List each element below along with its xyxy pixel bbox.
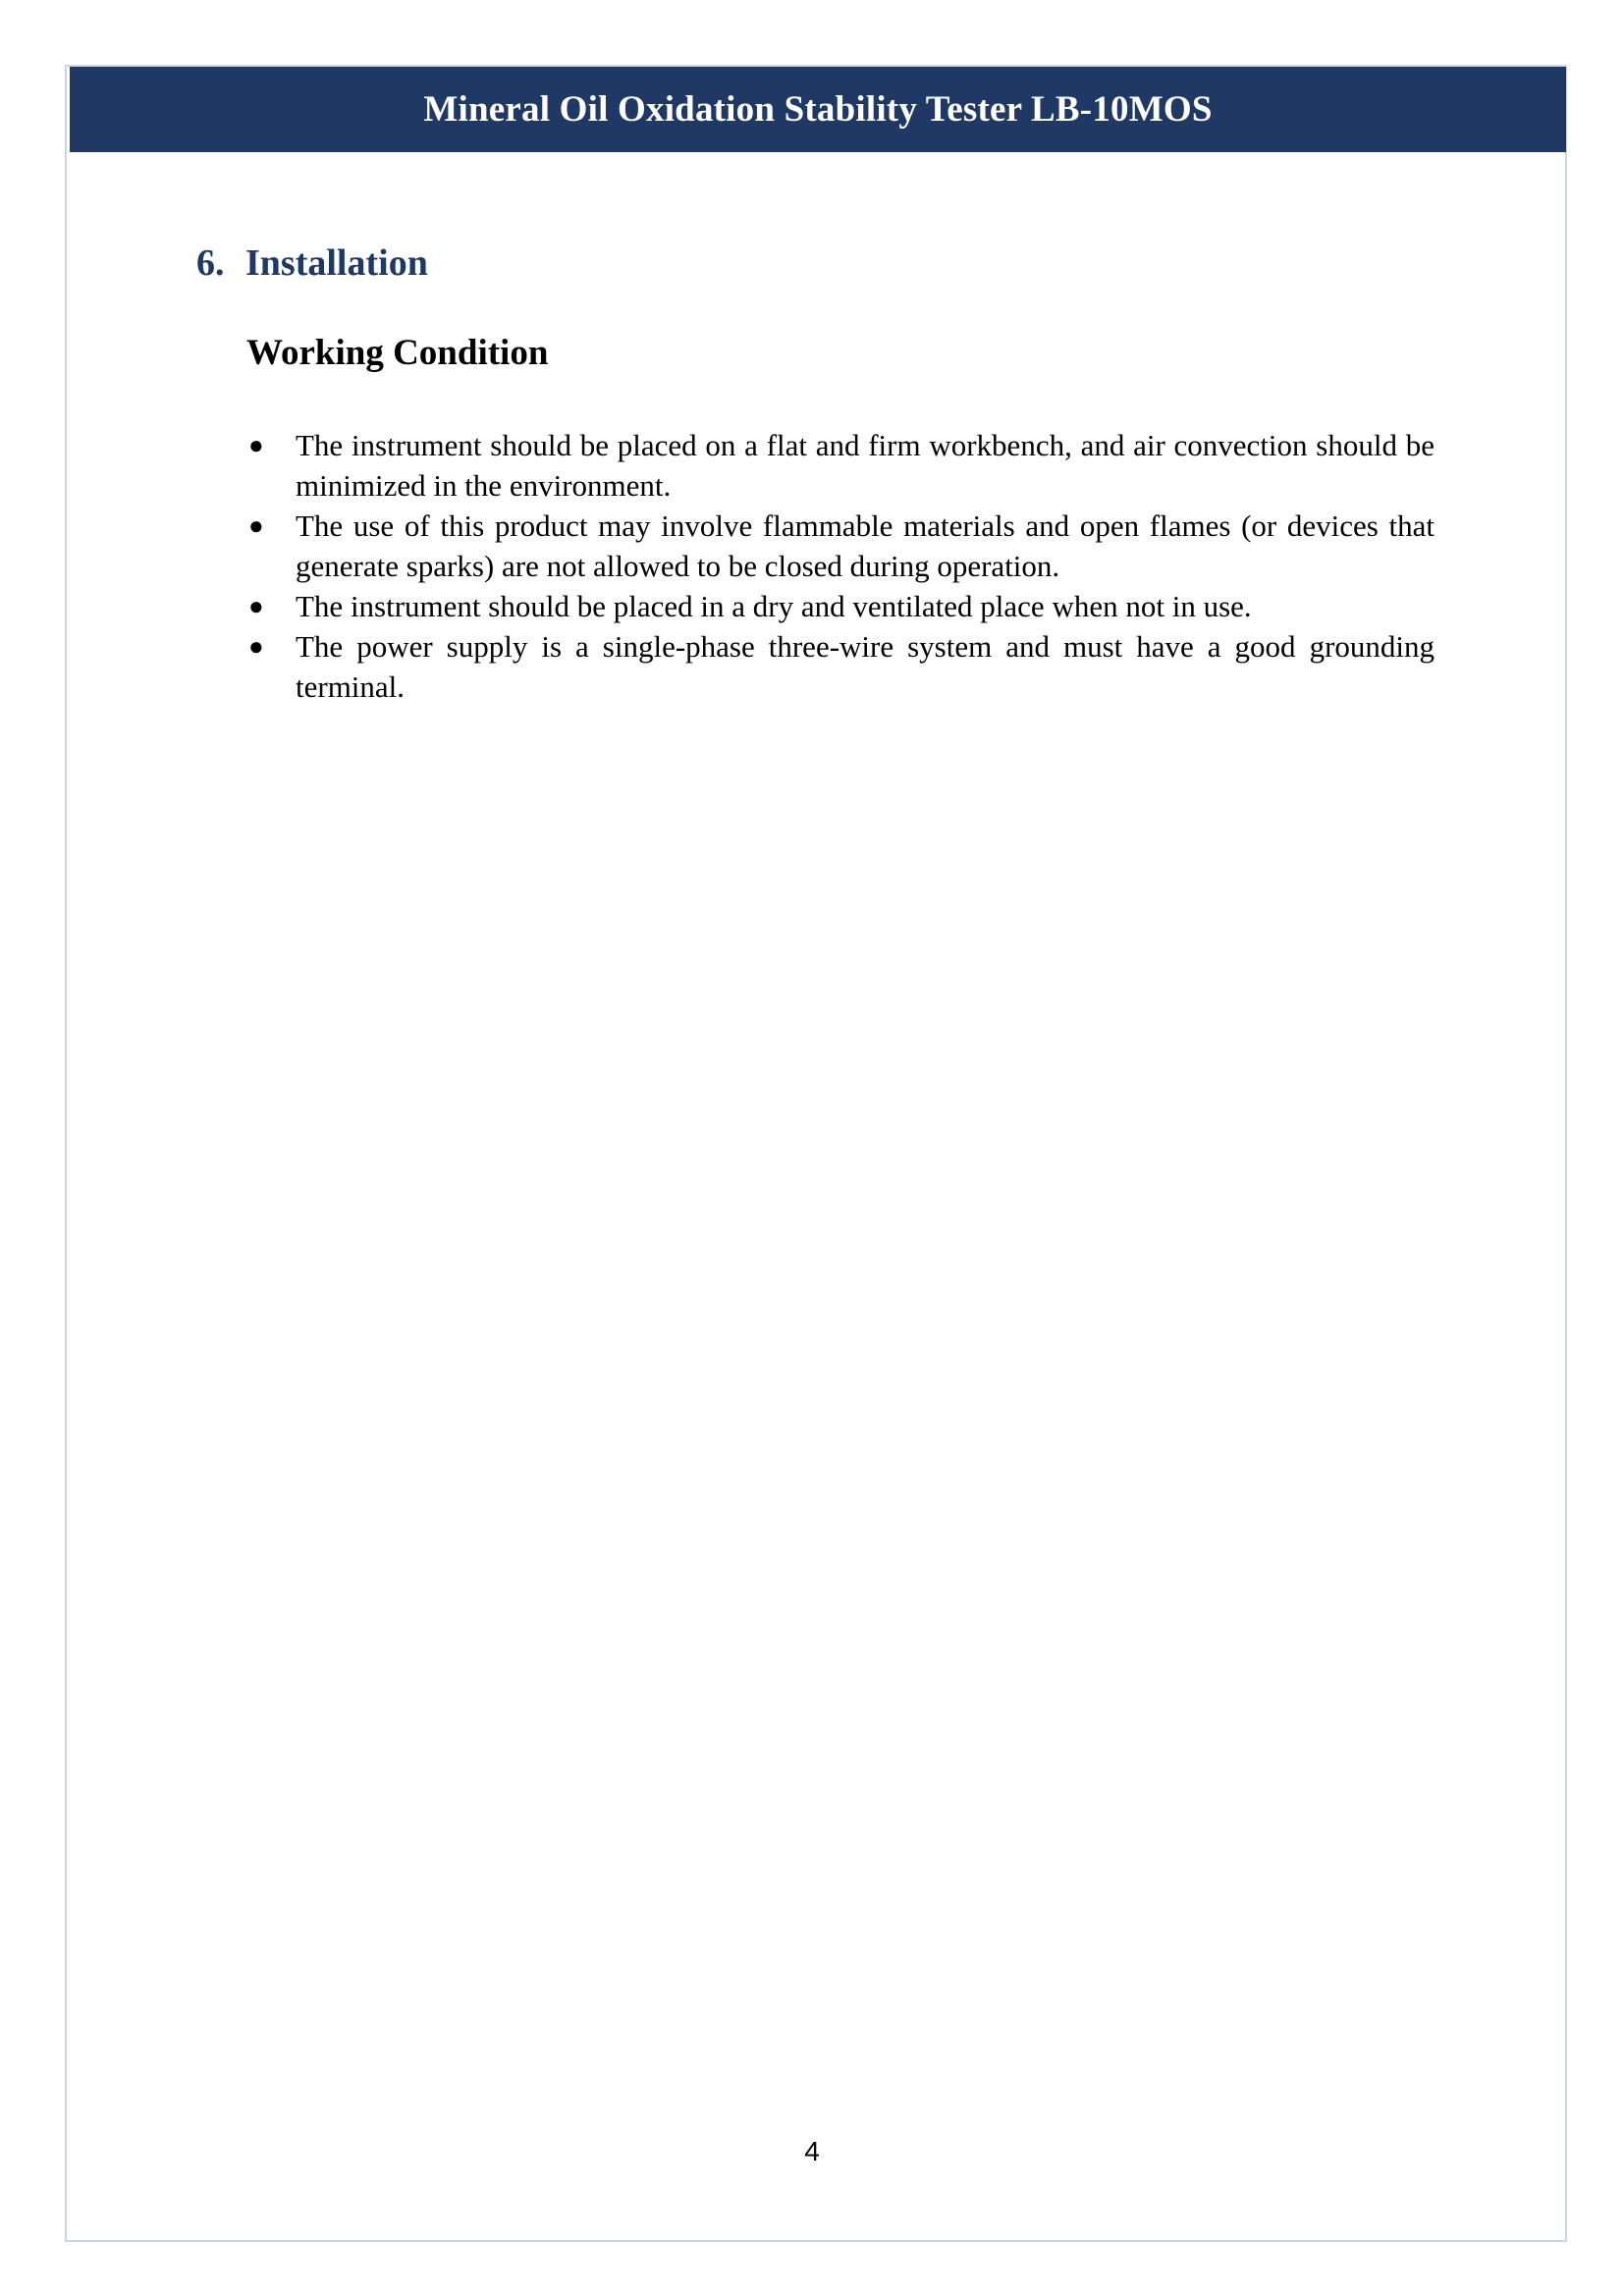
list-item <box>246 425 1435 506</box>
list-item-text: The power supply is a single-phase three-wire system and must have a good grounding terminal. <box>296 629 1435 704</box>
bullet-icon: ● <box>248 632 264 661</box>
list-item <box>246 506 1435 586</box>
subsection-heading: Working Condition <box>246 333 549 373</box>
bullet-icon: ● <box>248 511 264 540</box>
list-item-text: The use of this product may involve flammable materials and open flames (or devices that generate sparks) are not allowed to be closed during operation. <box>296 508 1435 583</box>
section-heading <box>196 241 428 285</box>
bullet-icon: ● <box>248 592 264 620</box>
list-item-text: The instrument should be placed on a flat and firm workbench, and air convection should be minimized in the environment. <box>296 428 1435 503</box>
section-title: Installation <box>245 242 428 284</box>
header-bar <box>70 67 1566 152</box>
list-item <box>246 626 1435 707</box>
section-number: 6. <box>196 242 225 284</box>
bullet-icon: ● <box>248 431 264 459</box>
document-title: Mineral Oil Oxidation Stability Tester LB-10MOS <box>423 89 1213 130</box>
working-condition-list <box>246 425 1435 707</box>
page-border <box>65 65 1567 2242</box>
list-item-text: The instrument should be placed in a dry and ventilated place when not in use. <box>296 589 1252 623</box>
list-item <box>246 586 1435 626</box>
page-number: 4 <box>804 2136 820 2166</box>
